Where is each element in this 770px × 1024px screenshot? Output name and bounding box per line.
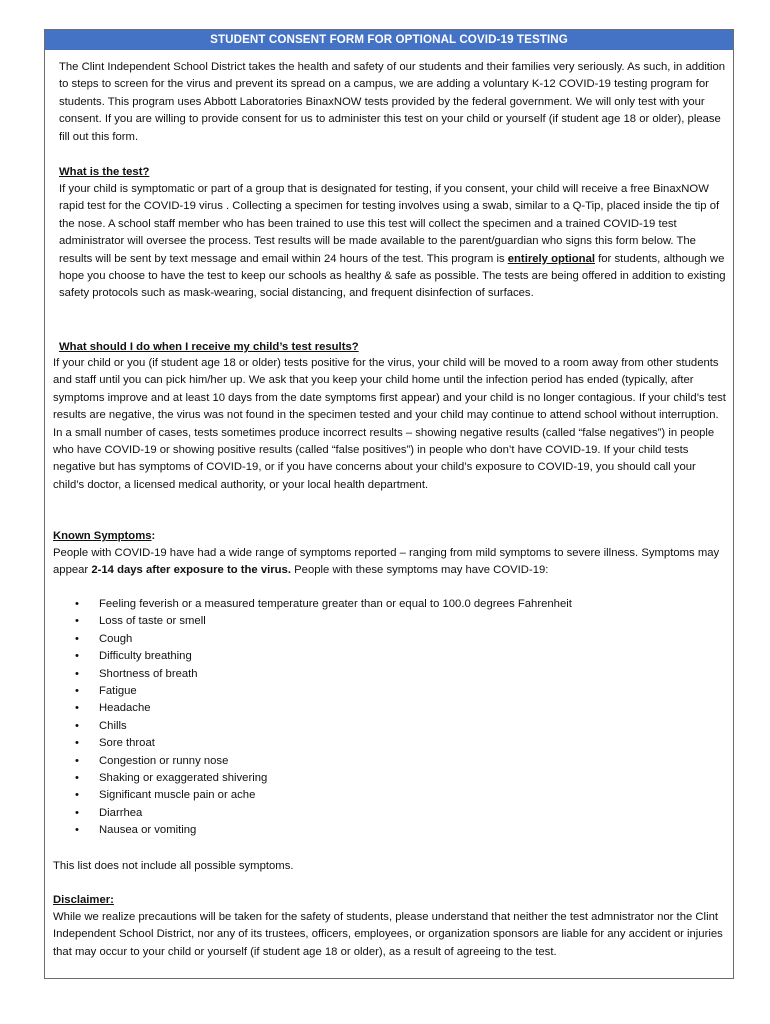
symptom-label: Feeling feverish or a measured temperature greater than or equal to 100.0 degrees Fahrenheit (99, 598, 572, 610)
bullet-icon: • (75, 737, 79, 750)
form-title: STUDENT CONSENT FORM FOR OPTIONAL COVID-19 TESTING (45, 30, 733, 50)
test-body-part-2: for students, although we hope you choose to have the test to keep our schools as healthy & safe as possible. The tests are being offered in addition to existing safety protocols such as mask-wearing, social distancing, and frequent disinfection of surfaces. (59, 252, 726, 300)
list-item (53, 753, 723, 770)
bullet-icon: • (75, 771, 79, 784)
bullet-icon: • (75, 632, 79, 645)
symptoms-intro (53, 545, 729, 580)
intro-paragraph: The Clint Independent School District takes the health and safety of our students and their families very seriously. As such, in addition to steps to screen for the virus and prevent its spread on a campus, we are adding a voluntary K-12 COVID-19 testing program for students. This program uses Abbott Laboratories BinaxNOW tests provided by the federal government. We will only test with your consent. If you are willing to provide consent for us to administer this test on your child or yourself (if student age 18 or older), please fill out this form. (59, 61, 726, 143)
symptom-label: Nausea or vomiting (99, 824, 197, 837)
bullet-icon: • (75, 667, 79, 680)
bullet-icon: • (75, 806, 79, 819)
bullet-icon: • (75, 754, 79, 767)
bullet-icon: • (75, 615, 79, 628)
symptoms-list-note: This list does not include all possible symptoms. (53, 860, 294, 872)
list-item (53, 613, 723, 630)
disclaimer-body: While we realize precautions will be taken for the safety of students, please understand that neither the test admnistrator nor the Clint Independent School District, nor any of its trustees, officers, employees, or organization sponsors are liable for any accident or injuries that may occur to your child or yourself (if student age 18 or older), as a result of agreeing to the test. (53, 911, 723, 958)
test-heading: What is the test? (59, 166, 150, 178)
test-section-heading (59, 164, 727, 181)
results-section-body: If your child or you (if student age 18 or older) tests positive for the virus, your child will be moved to a room away from other students and staff until you can pick him/her up. We ask that you keep your child home until the infection period has ended (typically, after symptoms improve and at least 10 days from the date symptoms first appear) and your child is no longer contagious. If your child’s test results are negative, the virus was not found in the specimen tested and your child may continue to attend school without interruption. In a small number of cases, tests sometimes produce incorrect results – showing negative results (called “false negatives”) in people who have COVID-19 or showing positive results (called “false positives”) in people who don’t have COVID-19. If your child tests negative but has symptoms of COVID-19, or if you have concerns about your child’s exposure to COVID-19, you should call your child’s doctor, a licensed medical authority, or your local health department. (53, 357, 726, 491)
results-section-heading (59, 339, 727, 356)
bullet-icon: • (75, 684, 79, 697)
list-item (53, 648, 723, 665)
symptoms-heading: Known Symptoms (53, 530, 152, 542)
disclaimer-section-heading (53, 892, 729, 909)
consent-form (44, 29, 734, 979)
symptoms-list (53, 596, 723, 839)
bullet-icon: • (75, 719, 79, 732)
symptoms-days-emphasis: 2-14 days after exposure to the virus. (91, 564, 291, 577)
list-item (53, 822, 723, 839)
symptom-label: Sore throat (99, 737, 155, 750)
test-section-body (59, 181, 727, 303)
list-item (53, 683, 723, 700)
symptom-label: Diarrhea (99, 806, 143, 819)
symptom-label: Headache (99, 702, 151, 715)
disclaimer-heading: Disclaimer: (53, 894, 114, 906)
entirely-optional-emphasis: entirely optional (507, 252, 595, 265)
list-item (53, 718, 723, 735)
symptom-label: Loss of taste or smell (99, 615, 206, 628)
symptom-label: Significant muscle pain or ache (99, 789, 256, 802)
list-item (53, 666, 723, 683)
symptom-label: Shortness of breath (99, 667, 198, 680)
symptoms-body-part-1: People with COVID-19 have had a wide range of symptoms reported – ranging from mild symptoms to severe illness. Symptoms may appear (53, 547, 720, 577)
list-item (53, 631, 723, 648)
list-item (53, 735, 723, 752)
symptom-label: Shaking or exaggerated shivering (99, 771, 268, 784)
symptom-label: Cough (99, 632, 133, 645)
list-item (53, 700, 723, 717)
bullet-icon: • (75, 650, 79, 663)
bullet-icon: • (75, 824, 79, 837)
symptom-label: Congestion or runny nose (99, 754, 229, 767)
bullet-icon: • (75, 598, 79, 610)
list-item (53, 596, 723, 613)
results-heading: What should I do when I receive my child’s test results? (59, 341, 359, 353)
list-item (53, 770, 723, 787)
symptom-label: Chills (99, 719, 127, 732)
list-item (53, 787, 723, 804)
symptoms-section-heading (53, 528, 729, 545)
test-body-part-1: If your child is symptomatic or part of a group that is designated for testing, if you consent, your child will receive a free BinaxNOW rapid test for the COVID-19 virus . Collecting a specimen for testing involves using a swab, similar to a Q-Tip, placed inside the tip of the nose. A school staff member who has been trained to use this test will collect the specimen and a trained COVID-19 test administrator will oversee the process. Test results will be made available to the parent/guardian who signs this form below. The results will be sent by text message and email within 24 hours of the test. This program is (59, 183, 720, 265)
bullet-icon: • (75, 702, 79, 715)
bullet-icon: • (75, 789, 79, 802)
form-content (45, 30, 733, 978)
list-item (53, 805, 723, 822)
symptom-label: Difficulty breathing (99, 650, 192, 663)
symptom-label: Fatigue (99, 684, 137, 697)
symptoms-body-part-2: People with these symptoms may have COVID-19: (290, 564, 549, 577)
symptoms-heading-colon: : (151, 530, 156, 542)
